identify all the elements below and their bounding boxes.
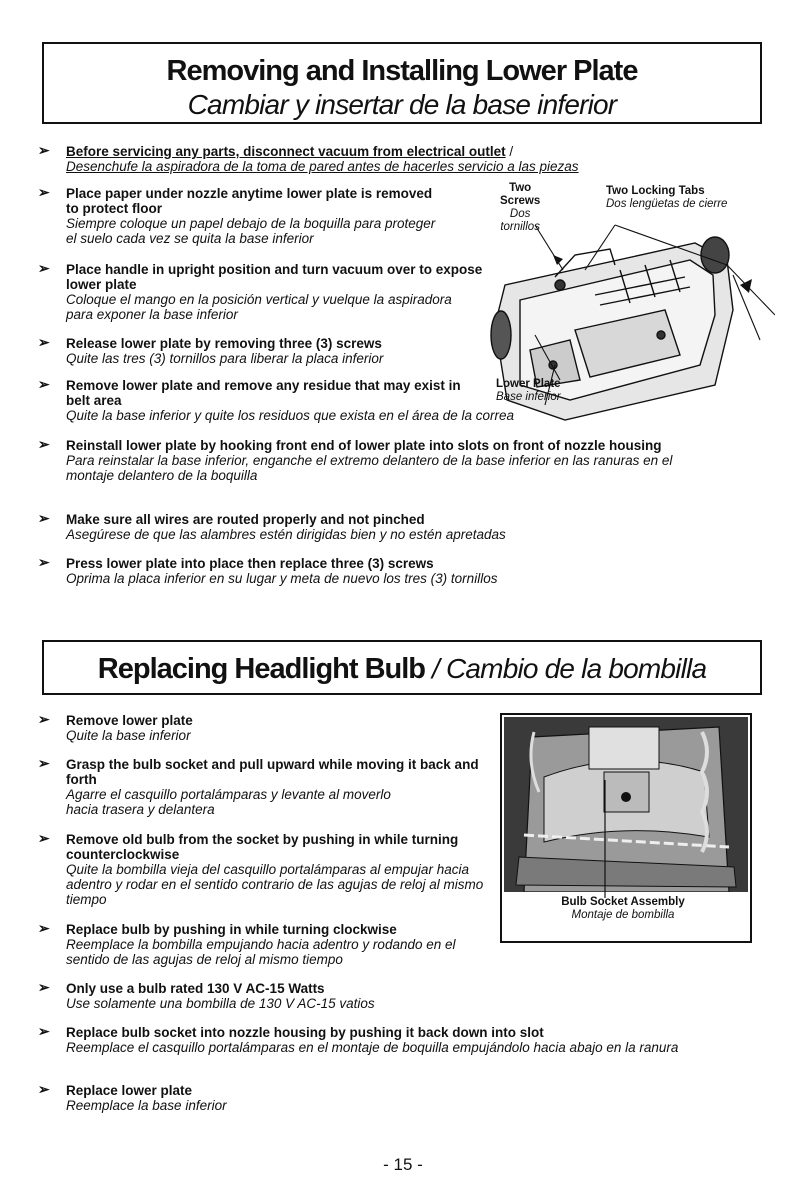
section-title-separator: / [425,653,446,684]
step-item [38,336,498,366]
label-es: tornillos [500,221,540,233]
step-text-es: Reemplace la base inferior [66,1098,227,1113]
step-text-es: Quite las tres (3) tornillos para liberar la placa inferior [66,351,384,366]
lower-plate-label [496,378,561,404]
step-item [38,186,478,246]
step-text-en: Reinstall lower plate by hooking front end of lower plate into slots on front of nozzle housing [66,438,662,453]
arrow-bullet-icon: ➢ [38,979,50,995]
label-en: Lower Plate [496,378,561,390]
arrow-bullet-icon: ➢ [38,755,50,771]
step-item [38,144,738,174]
step-item [38,556,758,586]
label-en: Bulb Socket Assembly [561,896,685,908]
step-text-es: Siempre coloque un papel debajo de la boquilla para proteger el suelo cada vez se quita la base inferior [66,216,436,246]
step-text-en: Remove lower plate [66,713,193,728]
label-en: Two [509,182,532,194]
step-text-en: Remove lower plate and remove any residue that may exist in belt area [66,378,461,408]
step-text-en: Before servicing any parts, disconnect vacuum from electrical outlet [66,144,506,159]
step-text-en: Press lower plate into place then replace three (3) screws [66,556,434,571]
step-text-es: Agarre el casquillo portalámparas y levante al moverlo hacia trasera y delantera [66,787,391,817]
step-item [38,832,498,907]
bulb-socket-label [528,896,718,922]
arrow-bullet-icon: ➢ [38,436,50,452]
bulb-socket-illustration [504,717,748,892]
arrow-bullet-icon: ➢ [38,1081,50,1097]
step-item [38,262,518,322]
step-text-en: Remove old bulb from the socket by pushing in while turning counterclockwise [66,832,459,862]
arrow-bullet-icon: ➢ [38,260,50,276]
step-text-es: Coloque el mango en la posición vertical y vuelque la aspiradora para exponer la base inferior [66,292,452,322]
arrow-bullet-icon: ➢ [38,142,50,158]
step-text-en: Place handle in upright position and turn vacuum over to expose lower plate [66,262,483,292]
two-screws-label [500,182,540,234]
arrow-bullet-icon: ➢ [38,184,50,200]
arrow-bullet-icon: ➢ [38,554,50,570]
arrow-bullet-icon: ➢ [38,830,50,846]
step-text-en: Only use a bulb rated 130 V AC-15 Watts [66,981,325,996]
step-text-es: Desenchufe la aspiradora de la toma de pared antes de hacerles servicio a las piezas [66,159,579,174]
step-separator: / [505,144,514,159]
label-es: Dos [509,208,531,220]
step-text-es: Reemplace el casquillo portalámparas en el montaje de boquilla empujándolo hacia abajo en la ranura [66,1040,679,1055]
arrow-bullet-icon: ➢ [38,376,50,392]
step-text-en: Make sure all wires are routed properly and not pinched [66,512,425,527]
step-text-en: Replace bulb by pushing in while turning clockwise [66,922,397,937]
locking-tabs-label [606,185,727,211]
step-text-en: Grasp the bulb socket and pull upward while moving it back and forth [66,757,479,787]
step-text-es: Quite la base inferior y quite los residuos que exista en el área de la correa [66,408,515,423]
arrow-bullet-icon: ➢ [38,920,50,936]
step-text-en: Release lower plate by removing three (3) screws [66,336,382,351]
arrow-bullet-icon: ➢ [38,711,50,727]
step-item [38,713,488,743]
label-es: Montaje de bombilla [571,909,675,921]
section-title-box [42,640,762,695]
step-item [38,512,758,542]
arrow-bullet-icon: ➢ [38,510,50,526]
arrow-bullet-icon: ➢ [38,1023,50,1039]
step-text-en: Replace bulb socket into nozzle housing by pushing it back down into slot [66,1025,544,1040]
arrow-bullet-icon: ➢ [38,334,50,350]
label-es: Base inferior [496,391,561,403]
section-title-en: Replacing Headlight Bulb [97,653,426,685]
label-en: Screws [500,195,541,207]
section-title-es: Cambiar y insertar de la base inferior [187,89,617,120]
step-text-es: Quite la base inferior [66,728,191,743]
step-text-es: Reemplace la bombilla empujando hacia adentro y rodando en el sentido de las agujas de reloj al mismo tiempo [66,937,456,967]
step-item [38,981,598,1011]
label-en: Two Locking Tabs [606,185,705,197]
section-title-box [42,42,762,124]
step-item [38,1083,758,1113]
step-text-en: Replace lower plate [66,1083,193,1098]
section-title-en: Removing and Installing Lower Plate [166,55,638,87]
step-text-es: Asegúrese de que las alambres estén dirigidas bien y no estén apretadas [66,527,506,542]
step-item [38,438,758,483]
step-text-es: Use solamente una bombilla de 130 V AC-15 vatios [66,996,375,1011]
step-text-es: Oprima la placa inferior en su lugar y meta de nuevo los tres (3) tornillos [66,571,498,586]
step-text-en: Place paper under nozzle anytime lower plate is removed to protect floor [66,186,433,216]
label-es: Dos lengüetas de cierre [606,198,728,210]
step-text-es: Quite la bombilla vieja del casquillo portalámparas al empujar hacia adentro y rodar en el sentido contrario de las agujas de reloj al mismo tiempo [66,862,484,907]
section-title-es: Cambio de la bombilla [445,653,707,684]
step-text-es: Para reinstalar la base inferior, enganche el extremo delantero de la base inferior en las ranuras en el montaje delantero de la boquilla [66,453,673,483]
step-item [38,1025,758,1055]
bulb-socket-leader-line [600,780,610,900]
step-item [38,757,498,817]
page-number: - 15 - [383,1155,423,1174]
step-item [38,922,498,967]
